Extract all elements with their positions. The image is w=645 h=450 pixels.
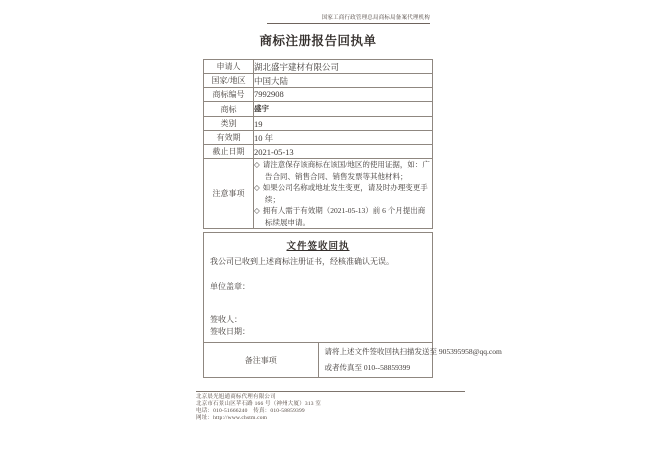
row-class [204,117,433,131]
row-applicant [204,60,433,74]
footer-phone-fax: 电话：010-51666240 传真：010-58859399 [196,407,305,414]
row-trademark-number [204,88,433,102]
footer-company: 北京晨光旭通商标代理有限公司 [196,394,276,400]
country-value: 中国大陆 [254,74,433,88]
trademark-text: 盛宇 [254,104,269,113]
trademark-value [254,102,433,117]
signer-label: 签收人： [210,315,242,324]
trademark-info-table [203,59,433,229]
footer-website: 网址：http://www.chstm.com [196,414,268,421]
validity-label: 有效期 [204,131,254,145]
applicant-label: 申请人 [204,60,254,74]
validity-value: 10 年 [254,131,433,145]
trademark-number-label: 商标编号 [204,88,254,102]
note-item [254,182,432,205]
row-validity [204,131,433,145]
receipt-title: 文件签收回执 [286,242,350,252]
stamp-label: 单位盖章： [210,282,250,291]
note-item [254,159,432,182]
receipt-box-row [204,233,433,343]
agency-footer [196,391,465,422]
sign-date-label: 签收日期： [210,327,250,336]
class-value: 19 [254,117,433,131]
page-title: 商标注册报告回执单 [259,34,377,48]
receipt-statement: 我公司已收到上述商标注册证书，经核准确认无误。 [210,257,394,266]
remark-line-2: 或者传真至 010--58859399 [324,363,411,372]
applicant-value: 湖北盛宇建材有限公司 [254,60,433,74]
receipt-table [203,232,502,378]
receipt-box [204,233,433,343]
note-text: 如果公司名称或地址发生变更，请及时办理变更手续； [262,183,428,204]
row-deadline [204,145,433,159]
diamond-bullet-icon: ◇ [254,160,260,169]
note-item [254,205,432,228]
trademark-label: 商标 [204,102,254,117]
diamond-bullet-icon: ◇ [254,183,260,192]
note-text: 拥有人需于有效期（2021-05-13）前 6 个月提出商标续展申请。 [262,206,426,227]
remark-content [318,343,502,378]
trademark-number-value: 7992908 [254,88,433,102]
row-trademark [204,102,433,117]
remark-line-1: 请将上述文件签收回执扫描发送至 905395958@qq.com [324,347,502,356]
deadline-label: 截止日期 [204,145,254,159]
notes-label: 注意事项 [204,159,254,229]
class-label: 类别 [204,117,254,131]
row-notes [204,159,433,229]
remark-label: 备注事项 [204,343,319,378]
footer-address: 北京市石景山区苹石路 166 号（神州大厦）313 室 [196,400,322,407]
deadline-value: 2021-05-13 [254,145,433,159]
row-remark [204,343,433,378]
row-country [204,74,433,88]
note-text: 请注意保存该商标在该国/地区的使用证据，如：广告合同、销售合同、销售发票等其他材料； [262,160,430,181]
diamond-bullet-icon: ◇ [254,206,260,215]
agency-note: 国家工商行政管理总局商标局备案代理机构 [267,13,430,24]
notes-content [254,159,433,229]
country-label: 国家/地区 [204,74,254,88]
